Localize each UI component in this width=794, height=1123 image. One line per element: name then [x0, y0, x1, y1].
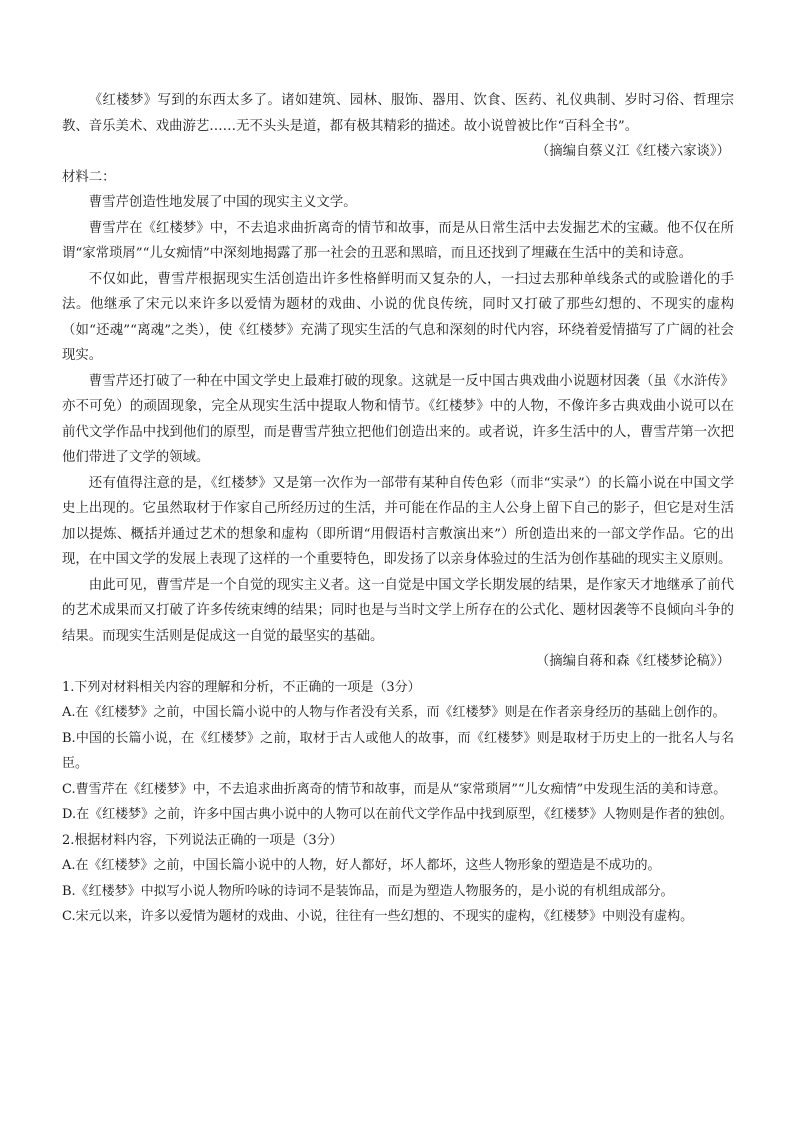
material2-paragraph: 曹雪芹还打破了一种在中国文学史上最难打破的现象。这就是一反中国古典戏曲小说题材因袭（虽《水浒传》亦不可免）的顽固现象，完全从现实生活中提取人物和情节。《红楼梦》中的人物，不像许多古典戏曲小说可以在前代文学作品中找到他们的原型，而是曹雪芹独立把他们创造出来的。或者说，许多生活中的人，曹雪芹第一次把他们带进了文学的领域。: [62, 373, 734, 465]
material2-paragraph: 曹雪芹在《红楼梦》中，不去追求曲折离奇的情节和故事，而是从日常生活中去发掘艺术的宝藏。他不仅在所谓“家常琐屑”“儿女痴情”中深刻地揭露了那一社会的丑恶和黑暗，而且还找到了埋藏在生活中的美和诗意。: [62, 220, 734, 261]
material2-paragraph: 不仅如此，曹雪芹根据现实生活创造出许多性格鲜明而又复杂的人，一扫过去那种单线条式的或脸谱化的手法。他继承了宋元以来许多以爱情为题材的戏曲、小说的优良传统，同时又打破了那些幻想的、不现实的虚构（如“还魂”“离魂”之类），使《红楼梦》充满了现实生活的气息和深刻的时代内容，环绕着爱情描写了广阔的社会现实。: [62, 271, 734, 363]
question1-option-c: C.曹雪芹在《红楼梦》中，不去追求曲折离奇的情节和故事，而是从“家常琐屑”“儿女痴情”中发现生活的美和诗意。: [62, 781, 727, 797]
question2-option-a: A.在《红楼梦》之前，中国长篇小说中的人物，好人都好，坏人都坏，这些人物形象的塑造是不成功的。: [62, 858, 661, 873]
material2-paragraph: 曹雪芹创造性地发展了中国的现实主义文学。: [88, 195, 357, 210]
material2-label: 材料二：: [62, 169, 116, 185]
question1-stem: 1.下列对材料相关内容的理解和分析，不正确的一项是（3分）: [62, 679, 421, 695]
material2-source: （摘编自蒋和森《红楼梦论稿》）: [535, 654, 730, 669]
document-page: [62, 88, 734, 930]
material2-paragraph: 由此可见，曹雪芹是一个自觉的现实主义者。这一自觉是中国文学长期发展的结果，是作家天才地继承了前代的艺术成果而又打破了许多传统束缚的结果；同时也是与当时文学上所存在的公式化、题材因袭等不良倾向斗争的结果。而现实生活则是促成这一自觉的最坚实的基础。: [62, 577, 734, 644]
material2-paragraph: 还有值得注意的是，《红楼梦》又是第一次作为一部带有某种自传色彩（而非“实录”）的长篇小说在中国文学史上出现的。它虽然取材于作家自己所经历过的生活，并可能在作品的主人公身上留下自己的影子，但它是对生活加以提炼、概括并通过艺术的想象和虚构（即所谓“用假语村言敷演出来”）所创造出来的一部文学作品。它的出现，在中国文学的发展上表现了这样的一个重要特色，即发扬了以亲身体验过的生活为创作基础的现实主义原则。: [62, 475, 734, 567]
question1-option-a: A.在《红楼梦》之前，中国长篇小说中的人物与作者没有关系，而《红楼梦》则是在作者亲身经历的基础上创作的。: [62, 705, 726, 720]
material1-source: （摘编自蔡义江《红楼六家谈》）: [535, 144, 730, 159]
question1-option-d: D.在《红楼梦》之前，许多中国古典小说中的人物可以在前代文学作品中找到原型，《红楼梦》人物则是作者的独创。: [62, 807, 733, 822]
question2-option-b: B.《红楼梦》中拟写小说人物所吟咏的诗词不是装饰品，而是为塑造人物服务的，是小说的有机组成部分。: [62, 883, 674, 899]
question2-stem: 2.根据材料内容，下列说法正确的一项是（3分）: [62, 832, 343, 848]
question1-option-b: B.中国的长篇小说，在《红楼梦》之前，取材于古人或他人的故事，而《红楼梦》则是取材于历史上的一批名人与名臣。: [62, 730, 734, 771]
question2-option-c: C.宋元以来，许多以爱情为题材的戏曲、小说，往往有一些幻想的、不现实的虚构，《红楼梦》中则没有虚构。: [62, 909, 694, 924]
material1-paragraph: 《红楼梦》写到的东西太多了。诸如建筑、园林、服饰、器用、饮食、医药、礼仪典制、岁时习俗、哲理宗教、音乐美术、戏曲游艺……无不头头是道，都有极其精彩的描述。故小说曾被比作“百科全书”。: [62, 93, 734, 134]
